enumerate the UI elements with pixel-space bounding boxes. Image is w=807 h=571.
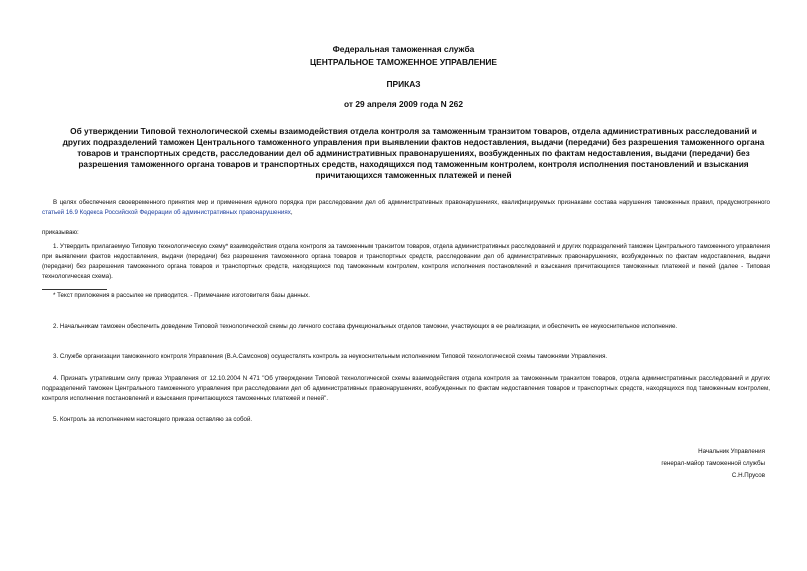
intro-text: В целях обеспечения своевременного принятия мер и применения единого порядка при расследовании дел об административных правонарушениях, квалифицируемых признаками состава нарушения таможенных правил, предусмотренного: [53, 199, 770, 206]
document-title: Об утверждении Типовой технологической схемы взаимодействия отдела контроля за таможенным транзитом товаров, отдела административных расследований и других подразделений таможен Центрального таможенного управления при выявлении фактов недоставления, выдачи (передачи) без разрешения таможенного органа товаров и транспортных средств, расследовании дел об административных правонарушениях, возбужденных по фактам недоставления, выдачи (передачи) без разрешения таможенного органа товаров и транспортных средств, находящихся под таможенным контролем, контроля исполнения постановлений и взыскания причитающихся таможенных платежей и пеней: [62, 126, 765, 180]
signature-block: [661, 446, 765, 482]
signature-name: С.Н.Прусов: [731, 472, 765, 479]
footnote-divider: [42, 289, 107, 290]
item-4-paragraph: 4. Признать утратившим силу приказ Управления от 12.10.2004 N 471 "Об утверждении Типовой технологической схемы взаимодействия отдела контроля за таможенным транзитом товаров, отдела административных расследований и других подразделений таможен Центрального таможенного управления при расследовании дел об административных правонарушениях, возбужденных по фактам недоставления товаров и транспортных средств, находящихся под таможенным контролем, контроля исполнения постановлений и взыскания причитающихся таможенных платежей и пеней".: [42, 375, 770, 402]
signature-rank: генерал-майор таможенной службы: [661, 460, 765, 467]
item-3-paragraph: 3. Службе организации таможенного контроля Управления (В.А.Самсонов) осуществлять контроль за неукоснительным исполнением Типовой технологической схемы таможнями Управления.: [53, 353, 608, 360]
footnote-text: * Текст приложения в рассылке не приводится. - Примечание изготовителя базы данных.: [53, 292, 310, 299]
item-5-paragraph: 5. Контроль за исполнением настоящего приказа оставляю за собой.: [53, 416, 253, 423]
document-date-number: от 29 апреля 2009 года N 262: [344, 99, 463, 109]
decree-word: приказываю:: [42, 229, 79, 236]
item-1-paragraph: 1. Утвердить прилагаемую Типовую технологическую схему* взаимодействия отдела контроля за таможенным транзитом товаров, отдела административных расследований и других подразделений таможен Центрального таможенного управления при выявлении фактов недоставления, выдачи (передачи) без разрешения таможенного органа товаров и транспортных средств, расследовании дел об административных правонарушениях, возбужденных по фактам недоставления, выдачи (передачи) без разрешения таможенного органа товаров и транспортных средств, находящихся под таможенным контролем, контроля исполнения постановлений и взыскания причитающихся таможенных платежей и пеней (далее - Типовая технологическая схема).: [42, 243, 770, 280]
intro-paragraph: [42, 198, 770, 218]
code-article-link[interactable]: статьей 16.9 Кодекса Российской Федерации об административных правонарушениях: [42, 209, 291, 216]
document-type: ПРИКАЗ: [386, 79, 421, 89]
intro-end: ,: [290, 209, 293, 216]
signature-position: Начальник Управления: [698, 448, 765, 455]
item-2-paragraph: 2. Начальникам таможен обеспечить доведение Типовой технологической схемы до личного состава функциональных отделов таможни, участвующих в ее реализации, и обеспечить ее неукоснительное исполнение.: [53, 323, 678, 330]
department-name: ЦЕНТРАЛЬНОЕ ТАМОЖЕННОЕ УПРАВЛЕНИЕ: [309, 57, 497, 67]
agency-name: Федеральная таможенная служба: [332, 44, 475, 54]
